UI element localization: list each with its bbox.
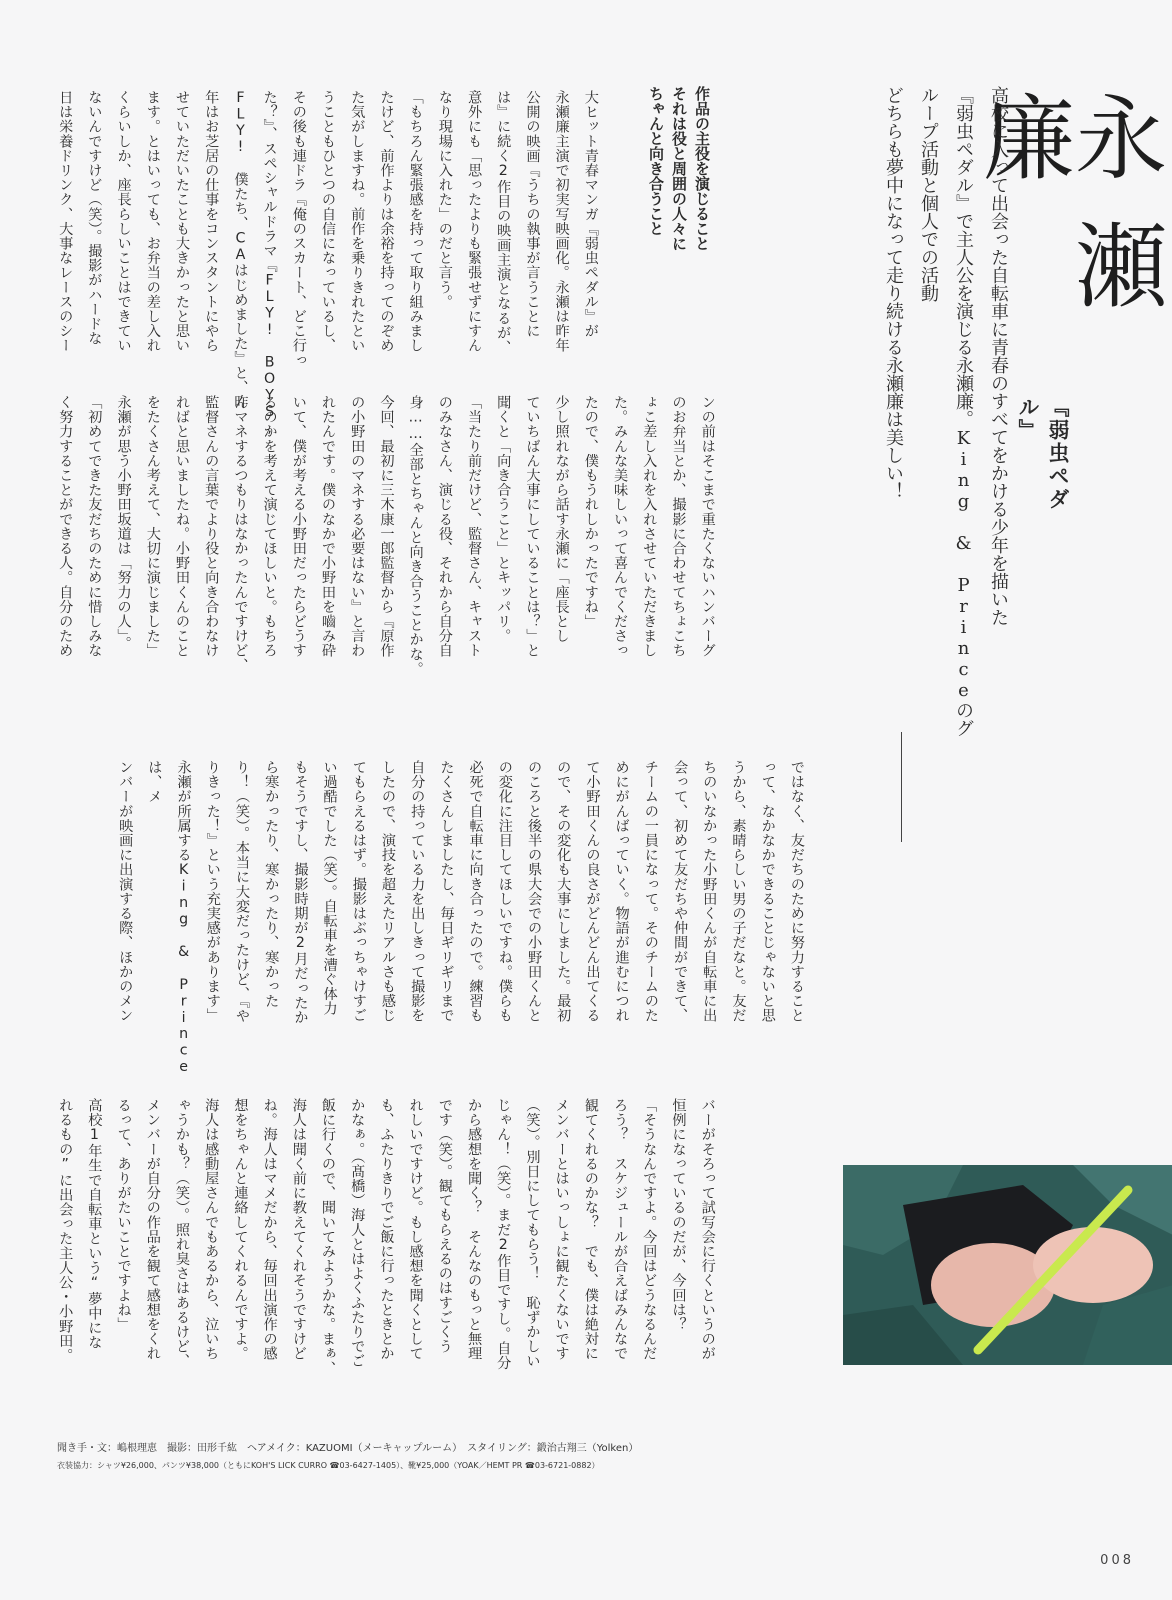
body-column-4: バーがそろって試写会に行くというのが 恒例になっているのだが、今回は？ 「そうなんですよ。今回はどうなるんだ ろう？ スケジュールが合えばみんなで 観てくれるのかな？ でも、僕は絶対に メンバーとはいっしょに観たくないです （笑）。別日にしてもらう！ 恥ずかしい じゃん！（笑）。まだ2作目ですし。自分 から感想を聞く？ そんなのもっと無理 です（笑）。観てもらえるのはすごくう れしいですけど。もし感想を聞くとして も、ふたりきりでご飯に行ったときとか かなぁ。（髙橋）海人とはよくふたりでご 飯に行くので、聞いてみようかな。まぁ、 海人は聞く前に教えてくれそうですけど ね。海人はマメだから、毎回出演作の感 想をちゃんと連絡してくれるんですよ。 海人は感動屋さんでもあるから、泣いち ゃうかも？（笑）。照れ臭さはあるけど、 メンバーが自分の作品を観て感想をくれ るって、ありがたいことですよね」 高校1年生で自転車という“夢中にな れるもの”に出会った主人公・小野田。 bbox=[57, 1098, 716, 1376]
body-column-1: 大ヒット青春マンガ『弱虫ペダル』が 永瀬廉主演で初実写映画化。永瀬は昨年 公開の映画『うちの執事が言うことに は』に続く2作目の映画主演となるが、 意外にも「思ったよりも緊張せずにすん なり現場に入れた」のだと言う。 「もちろん緊張感を持って取り組みまし たけど、前作よりは余裕を持ってのぞめ た気がしますね。前作を乗りきれたとい うこともひとつの自信になっているし、 その後も連ドラ『俺のスカート、どこ行っ た？』、スペシャルドラマ『FLY! BOYS, FLY! 僕たち、CAはじめました』と、昨 年はお芝居の仕事をコンスタントにやら せていただいたことも大きかったと思い ます。とはいっても、お弁当の差し入れ くらいしか、座長らしいことはできてい ないんですけど（笑）。撮影がハードな 日は栄養ドリンク、大事なレースのシー bbox=[57, 90, 599, 437]
movie-subtitle: 『弱虫ペダル』 bbox=[1016, 396, 1070, 511]
credits-staff: 聞き手・文：嶋根理恵 撮影：田形千紘 ヘアメイク：KAZUOMI（メーキャップルーム） スタイリング：鍛治古翔三（Yolken） bbox=[57, 1443, 639, 1454]
body-column-3: ではなく、友だちのために努力すること って、なかなかできることじゃないと思 うから、素晴らしい男の子だなと。友だ ちのいなかった小野田くんが自転車に出 会って、初めて友だちや仲間ができて、 チームの一員になって。そのチームのた めにがんばっていく。物語が進むにつれ て小野田くんの良さがどんどん出てくる ので、その変化も大事にしました。最初 のころと後半の県大会での小野田くんと の変化に注目してほしいですね。僕らも 必死で自転車に向き合ったので。練習も たくさんしましたし、毎日ギリギリまで 自分の持っている力を出しきって撮影を したので、演技を超えたリアルさも感じ てもらえるはず。撮影はぶっちゃけすご い過酷でした（笑）。自転車を漕ぐ体力 もそうですし、撮影時期が2月だったか ら寒かったり、寒かったり、寒かった り！（笑）。本当に大変だったけど、『や りきった！』という充実感があります」 永瀬が所属するKing & Princeは、メ ンバーが映画に出演する際、ほかのメン bbox=[117, 760, 805, 1076]
credits-wardrobe: 衣装協力：シャツ¥26,000、パンツ¥38,000（ともにKOH'S LICK CURRO ☎03-6427-1405）、靴¥25,000（YOAK／HEMT PR ☎03-6721-0882） bbox=[57, 1461, 600, 1470]
body-column-2: ンの前はそこまで重たくないハンバーグ のお弁当とか、撮影に合わせてちょこち ょこ差し入れを入れさせていただきまし た。みんな美味しいって喜んでくださっ たので、僕もうれしかったですね」 少し照れながら話す永瀬に「座長とし ていちばん大事にしていることは？」と 聞くと「向き合うこと」とキッパリ。 「当たり前だけど、監督さん、キャスト のみなさん、演じる役、それから自分自 身……全部とちゃんと向き合うことかな。 今回、最初に三木康一郎監督から『原作 の小野田のマネする必要はない』と言わ れたんです。僕のなかで小野田を嚙み砕 いて、僕が考える小野田だったらどうす るのかを考えて演じてほしいと。もちろ んマネするつもりはなかったんですけど、 監督さんの言葉でより役と向き合わなけ ればと思いましたね。小野田くんのこと をたくさん考えて、大切に演じました」 永瀬が思う小野田坂道は「努力の人」。 「初めてできた友だちのために惜しみな く努力することができる人。自分のため bbox=[57, 395, 716, 676]
article-headline: 作品の主役を演じること それは役と周囲の人々に ちゃんと向き合うこと bbox=[647, 86, 711, 251]
page-title: 永瀬 廉 bbox=[968, 90, 1167, 346]
credits bbox=[57, 1440, 757, 1474]
lead-dash bbox=[901, 732, 902, 842]
portrait-photo bbox=[843, 1165, 1172, 1365]
lead-text: 高校に入って出会った自転車に青春のすべてをかける少年を描いた 『弱虫ペダル』で主人公を演じる永瀬廉。King & Princeのグループ活動と個人での活動 どちらも夢中になって走り続ける永瀬廉は美しい！ bbox=[883, 86, 1009, 737]
page-number: 008 bbox=[1100, 1553, 1134, 1568]
